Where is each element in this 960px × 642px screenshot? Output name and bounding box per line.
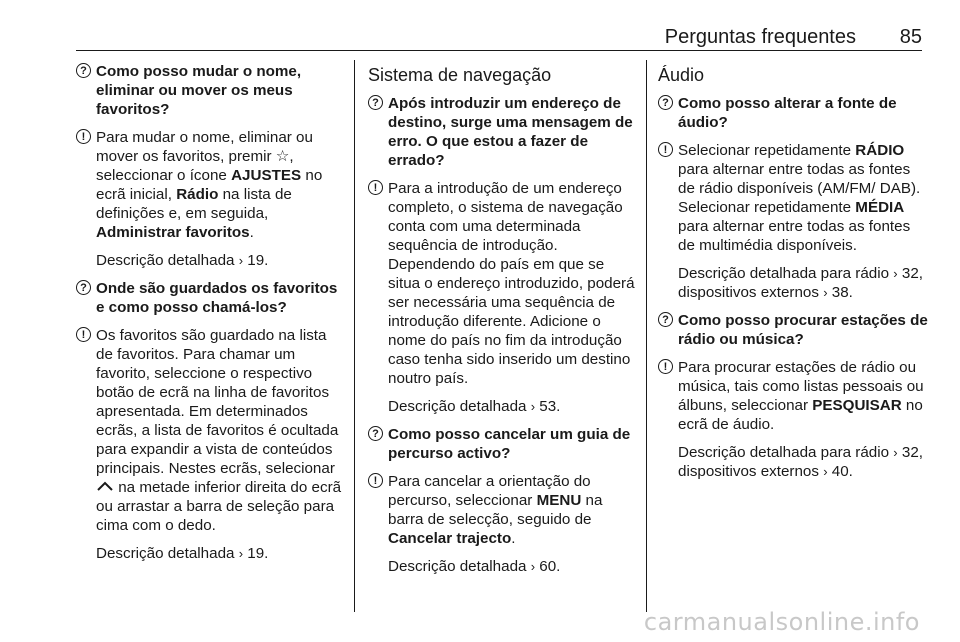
chevron-up-icon [96,479,114,496]
page-ref-arrow-icon: › [893,266,898,281]
page-ref-arrow-icon: › [823,285,828,300]
answer-block: ! Para a introdução de um endereço completo, o sistema de navegação conta com uma determinada sequência de introdução. Dependendo do país em que se situa o endereço introduzido, poderá ser necessária uma sequência de introdução diferente. Adicione o nome do país no fim da introdução caso tenha sido inserido um destino noutro país. [368,179,636,388]
answer-block: ! Os favoritos são guardado na lista de favoritos. Para chamar um favorito, seleccione o respectivo botão de ecrã na linha de favoritos apresentada. Em determinados ecrãs, a lista de favoritos é ocultada para expandir a vista de conteúdos principais. Nestes ecrãs, selecionar na metade inferior direita do ecrã ou arrastar a barra de seleção para cima com o dedo. [76,326,344,535]
question-text: Como posso mudar o nome, eliminar ou mover os meus favoritos? [96,63,302,118]
question-icon: ? [368,95,383,110]
question-text: Onde são guardados os favoritos e como posso chamá-los? [96,280,338,316]
question-text: Como posso alterar a fonte de áudio? [678,95,897,131]
question-icon: ? [658,95,673,110]
page-title: Perguntas frequentes [664,26,856,48]
question-block [76,62,344,119]
page-header [76,24,922,51]
question-icon: ? [368,426,383,441]
question-text: Após introduzir um endereço de destino, surge uma mensagem de erro. O que estou a fazer de errado? [388,95,633,169]
column-navigation [368,62,636,585]
question-icon: ? [658,312,673,327]
reference-line: Descrição detalhada › 53. [388,398,561,415]
exclamation-icon: ! [76,129,91,144]
reference-line: Descrição detalhada › 60. [388,558,561,575]
answer-block: ! Para procurar estações de rádio ou música, tais como listas pessoais ou álbuns, seleccionar PESQUISAR no ecrã de áudio. [658,358,930,434]
section-title: Sistema de navegação [368,65,552,85]
page-ref-arrow-icon: › [823,464,828,479]
page-ref-arrow-icon: › [530,559,536,574]
question-text: Como posso procurar estações de rádio ou música? [678,312,928,348]
question-block [368,425,636,463]
answer-block: ! Selecionar repetidamente RÁDIO para alternar entre todas as fontes de rádio disponíveis (AM/FM/ DAB). Selecionar repetidamente MÉDIA para alternar entre todas as fontes de multimédia disponíveis. [658,141,930,255]
exclamation-icon: ! [658,359,673,374]
column-favorites [76,62,344,572]
page-ref-arrow-icon: › [238,546,244,561]
question-icon: ? [76,63,91,78]
question-block [658,311,930,349]
page-number: 85 [899,26,922,48]
reference-line: Descrição detalhada › 19. [96,252,269,269]
reference-line: Descrição detalhada › 19. [96,545,269,562]
question-text: Como posso cancelar um guia de percurso activo? [388,426,631,462]
question-icon: ? [76,280,91,295]
column-audio [658,62,930,490]
section-title: Áudio [658,65,705,85]
page-ref-arrow-icon: › [238,253,244,268]
exclamation-icon: ! [76,327,91,342]
column-divider [646,60,647,612]
star-icon: ☆ [275,148,290,165]
reference-line: Descrição detalhada para rádio › 32, dispositivos externos › 40. [678,444,923,480]
answer-block: ! Para mudar o nome, eliminar ou mover os favoritos, premir ☆, seleccionar o ícone AJUSTES no ecrã inicial, Rádio na lista de definições e, em seguida, Administrar favoritos. [76,128,344,242]
column-divider [354,60,355,612]
exclamation-icon: ! [658,142,673,157]
reference-line: Descrição detalhada para rádio › 32, dispositivos externos › 38. [678,265,923,301]
question-block [368,94,636,170]
answer-block: ! Para cancelar a orientação do percurso, seleccionar MENU na barra de selecção, seguido de Cancelar trajecto. [368,472,636,548]
question-block [76,279,344,317]
page-ref-arrow-icon: › [893,445,898,460]
exclamation-icon: ! [368,180,383,195]
question-block [658,94,930,132]
page-ref-arrow-icon: › [530,399,536,414]
exclamation-icon: ! [368,473,383,488]
watermark: carmanualsonline.info [643,608,920,636]
